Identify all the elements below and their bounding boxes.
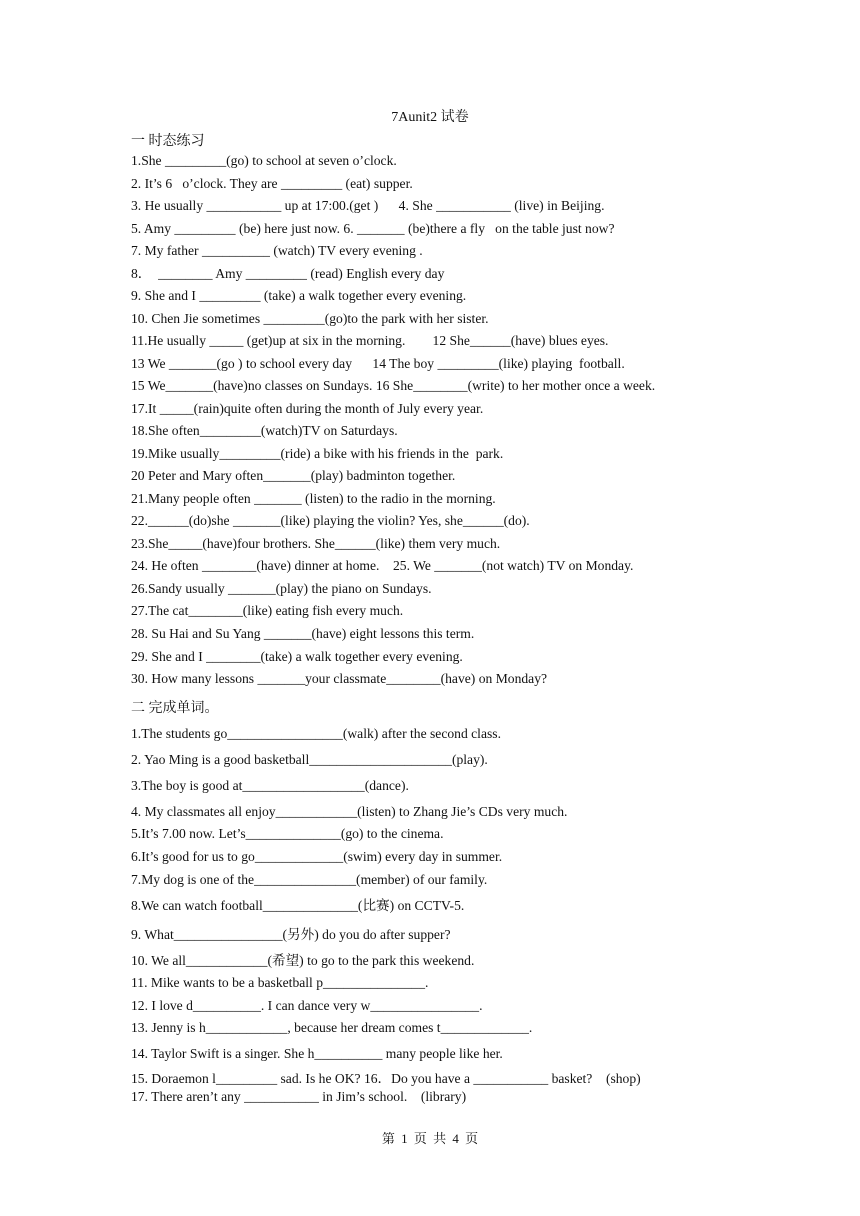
exercise-line: 7.My dog is one of the_______________(member) of our family. xyxy=(131,872,488,887)
exercise-line: 3.The boy is good at__________________(dance). xyxy=(131,778,409,793)
exercise-line: 10. Chen Jie sometimes _________(go)to the park with her sister. xyxy=(131,311,489,326)
exercise-line: 5. Amy _________ (be) here just now. 6. _______ (be)there a fly on the table just now? xyxy=(131,221,615,236)
exercise-line: 7. My father __________ (watch) TV every evening . xyxy=(131,243,423,258)
exercise-line: 21.Many people often _______ (listen) to the radio in the morning. xyxy=(131,491,496,506)
exercise-line: 22.______(do)she _______(like) playing the violin? Yes, she______(do). xyxy=(131,513,530,528)
exercise-line: 12. I love d__________. I can dance very w________________. xyxy=(131,998,483,1013)
exercise-line: 20 Peter and Mary often_______(play) badminton together. xyxy=(131,468,456,483)
exercise-line: 4. My classmates all enjoy____________(listen) to Zhang Jie’s CDs very much. xyxy=(131,804,568,819)
exercise-line: 15 We_______(have)no classes on Sundays. 16 She________(write) to her mother once a week. xyxy=(131,378,656,393)
exercise-line: 26.Sandy usually _______(play) the piano on Sundays. xyxy=(131,581,432,596)
exercise-line: 10. We all____________(希望) to go to the park this weekend. xyxy=(131,953,475,968)
exercise-line: 9. She and I _________ (take) a walk together every evening. xyxy=(131,288,467,303)
page-title: 7Aunit2 试卷 xyxy=(391,110,469,125)
exercise-line: 1.The students go_________________(walk) after the second class. xyxy=(131,726,501,741)
page-number-footer: 第 1 页 共 4 页 xyxy=(381,1131,479,1146)
exercise-line: 6.It’s good for us to go_____________(swim) every day in summer. xyxy=(131,849,503,864)
exercise-line: 30. How many lessons _______your classmate________(have) on Monday? xyxy=(131,671,548,686)
exercise-line: 1.She _________(go) to school at seven o’clock. xyxy=(131,153,397,168)
exercise-line: 18.She often_________(watch)TV on Saturdays. xyxy=(131,423,398,438)
exercise-line: 13 We _______(go ) to school every day 14 The boy _________(like) playing football. xyxy=(131,356,625,371)
section-2-heading: 二 完成单词。 xyxy=(131,701,219,716)
exercise-line: 5.It’s 7.00 now. Let’s______________(go) to the cinema. xyxy=(131,826,444,841)
exercise-line: 11.He usually _____ (get)up at six in the morning. 12 She______(have) blues eyes. xyxy=(131,333,609,348)
exercise-line: 24. He often ________(have) dinner at home. 25. We _______(not watch) TV on Monday. xyxy=(131,558,634,573)
exercise-line: 2. Yao Ming is a good basketball_____________________(play). xyxy=(131,752,488,767)
exercise-line: 15. Doraemon l_________ sad. Is he OK? 16．Do you have a ___________ basket? (shop) xyxy=(131,1071,641,1086)
exercise-line: 14. Taylor Swift is a singer. She h__________ many people like her. xyxy=(131,1046,503,1061)
exercise-line: 3. He usually ___________ up at 17:00.(get ) 4. She ___________ (live) in Beijing. xyxy=(131,198,605,213)
exercise-line: 8.We can watch football______________(比赛) on CCTV-5. xyxy=(131,898,465,913)
exercise-line: 13. Jenny is h____________, because her dream comes t_____________. xyxy=(131,1020,533,1035)
exercise-line: 11. Mike wants to be a basketball p_______________. xyxy=(131,975,429,990)
exercise-line: 2. It’s 6 o’clock. They are _________ (eat) supper. xyxy=(131,176,413,191)
exercise-line: 29. She and I ________(take) a walk together every evening. xyxy=(131,649,463,664)
exercise-line: 27.The cat________(like) eating fish every much. xyxy=(131,603,404,618)
exercise-line: 9. What________________(另外) do you do after supper? xyxy=(131,927,451,942)
section-1-heading: 一 时态练习 xyxy=(131,134,205,149)
exercise-line: 28. Su Hai and Su Yang _______(have) eight lessons this term. xyxy=(131,626,475,641)
exercise-line: 23.She_____(have)four brothers. She______(like) them very much. xyxy=(131,536,501,551)
exercise-line: 8． ________ Amy _________ (read) English every day xyxy=(131,266,445,281)
exercise-line: 19.Mike usually_________(ride) a bike with his friends in the park. xyxy=(131,446,504,461)
exercise-line: 17.It _____(rain)quite often during the month of July every year. xyxy=(131,401,484,416)
exercise-line: 17. There aren’t any ___________ in Jim’s school. (library) xyxy=(131,1089,467,1104)
